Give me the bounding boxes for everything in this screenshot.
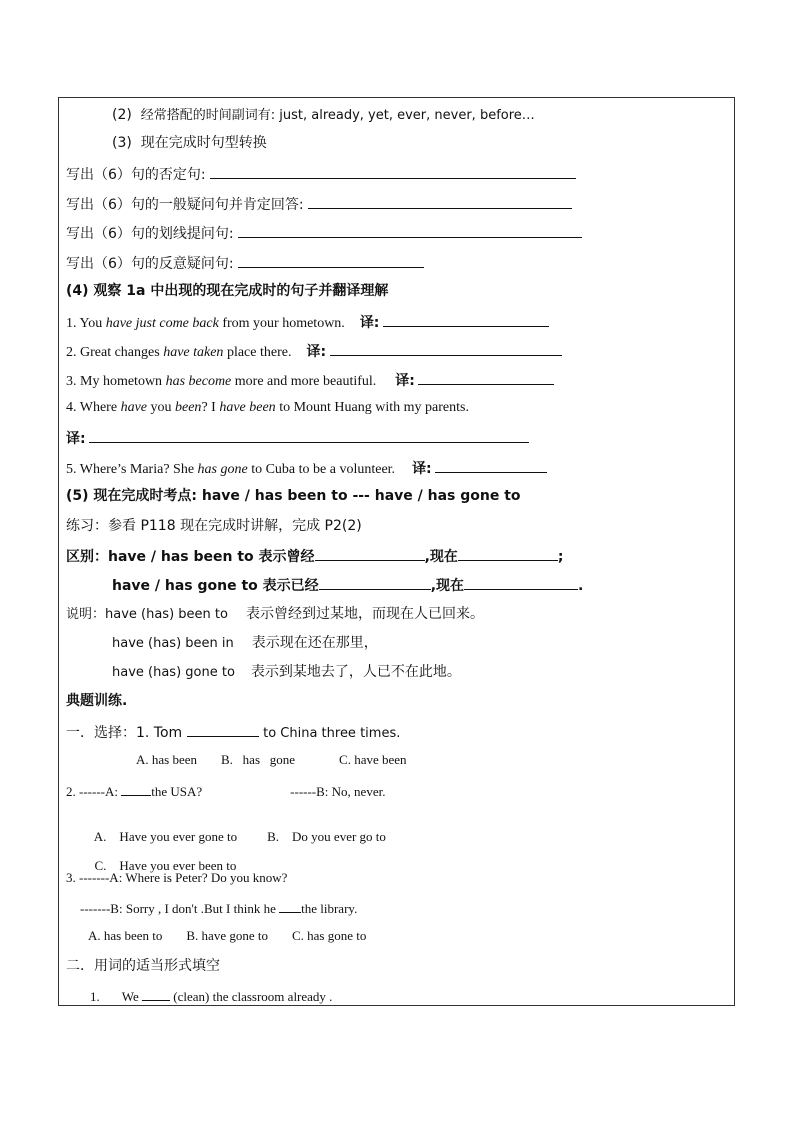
question-3-reply — [80, 898, 357, 918]
question-1 — [66, 722, 400, 743]
verb-phrase: has become — [165, 374, 232, 389]
option-c[interactable]: C. Have you ever been to — [94, 858, 237, 873]
translate-label: 译: — [412, 461, 432, 477]
prompt-label: 写出（6）句的反意疑问句: — [66, 256, 234, 272]
answer-blank[interactable] — [238, 223, 582, 238]
difference-text: 区别：have / has been to 表示曾经 — [66, 549, 315, 565]
answer-blank[interactable] — [238, 253, 424, 268]
answer-blank[interactable] — [319, 575, 431, 590]
fill-in-heading: 二．用词的适当形式填空 — [66, 958, 220, 974]
translate-label: 译: — [306, 344, 327, 360]
tag-question-row — [66, 253, 424, 273]
note-3 — [112, 134, 267, 152]
question-text: We — [121, 989, 139, 1004]
fill-in-question-1 — [90, 986, 332, 1006]
option-a[interactable]: A. has been — [136, 752, 198, 767]
note-text: 经常搭配的时间副词有: just, already, yet, ever, never, before… — [140, 108, 535, 123]
difference-text: have / has gone to 表示已经 — [112, 578, 319, 594]
sentence-3 — [66, 370, 554, 391]
answer-blank[interactable] — [210, 164, 576, 179]
option-b[interactable]: B. Do you ever go to — [267, 829, 386, 844]
translation-blank[interactable] — [418, 370, 554, 385]
answer-blank[interactable] — [315, 546, 425, 561]
option-b[interactable]: B. have gone to — [186, 928, 268, 943]
section-5-heading: (5) 现在完成时考点: have / has been to --- have / has gone to — [66, 488, 521, 504]
sentence-4 — [66, 399, 469, 417]
explanation-meaning: 表示现在还在那里， — [251, 635, 378, 651]
sentence-text: ? I — [201, 400, 220, 415]
section-4-heading: (4) 观察 1a 中出现的现在完成时的句子并翻译理解 — [66, 283, 389, 299]
translation-blank[interactable] — [435, 458, 547, 473]
sentence-text: you — [147, 400, 175, 415]
option-a[interactable]: A. has been to — [88, 928, 163, 943]
question-number: 1. — [90, 989, 100, 1004]
explanation-meaning: 表示到某地去了，人已不在此地。 — [250, 664, 461, 680]
sentence-5 — [66, 458, 547, 479]
practice-note: 练习：参看 P118 现在完成时讲解，完成 P2(2) — [66, 518, 362, 534]
difference-row-1 — [66, 546, 564, 566]
yes-no-question-row — [66, 194, 572, 214]
question-text: 2. ------A: — [66, 784, 118, 799]
translate-label: 译: — [395, 373, 415, 389]
answer-blank[interactable] — [308, 194, 572, 209]
sentence-text: to Mount Huang with my parents. — [275, 400, 469, 415]
question-text: the library. — [301, 901, 358, 916]
prompt-label: 写出（6）句的划线提问句: — [66, 226, 234, 242]
exercise-heading: 典题训练. — [66, 693, 128, 709]
difference-text: ; — [557, 549, 564, 565]
question-text: (clean) the classroom already . — [173, 989, 333, 1004]
answer-blank[interactable] — [142, 986, 170, 1001]
sentence-text: 2. Great changes — [66, 345, 164, 360]
note-text: 现在完成时句型转换 — [140, 135, 267, 151]
wh-question-row — [66, 223, 582, 243]
difference-text: ,现在 — [424, 549, 458, 565]
explanation-3 — [112, 663, 461, 682]
note-number: (3) — [112, 135, 132, 151]
question-2 — [66, 781, 385, 801]
explanation-1 — [66, 605, 484, 624]
verb-phrase: have just come back — [105, 316, 219, 331]
question-1-options — [136, 751, 407, 769]
translate-label: 译: — [359, 315, 380, 331]
prompt-label: 写出（6）句的一般疑问句并肯定回答: — [66, 197, 304, 213]
translation-blank[interactable] — [89, 428, 529, 443]
option-c[interactable]: C. has gone to — [291, 928, 367, 943]
explanation-phrase: 说明：have (has) been to — [66, 607, 228, 622]
sentence-text: 4. Where — [66, 400, 121, 415]
question-text: the USA? — [151, 784, 203, 799]
sentence-2 — [66, 341, 562, 362]
sentence-text: 5. Where’s Maria? She — [66, 462, 198, 477]
sentence-text: from your hometown. — [218, 316, 345, 331]
answer-blank[interactable] — [279, 898, 301, 913]
question-3-options — [88, 927, 366, 945]
question-text: 3. -------A: Where is Peter? Do you know? — [66, 870, 288, 885]
answer-blank[interactable] — [121, 781, 151, 796]
question-text: 一．选择：1. Tom — [66, 725, 183, 741]
sentence-1 — [66, 312, 549, 333]
sentence-text: to Cuba to be a volunteer. — [247, 462, 396, 477]
explanation-meaning: 表示曾经到过某地，而现在人已回来。 — [245, 606, 484, 622]
difference-row-2 — [112, 575, 583, 595]
question-text: ------B: No, never. — [290, 784, 386, 799]
translation-blank[interactable] — [383, 312, 549, 327]
note-2 — [112, 106, 535, 125]
verb-phrase: have — [120, 400, 147, 415]
sentence-text: more and more beautiful. — [231, 374, 377, 389]
verb-phrase: been — [175, 400, 202, 415]
question-text: to China three times. — [263, 726, 401, 741]
explanation-2 — [112, 634, 378, 653]
sentence-text: 1. You — [66, 316, 106, 331]
sentence-text: place there. — [223, 345, 292, 360]
translation-blank[interactable] — [330, 341, 562, 356]
answer-blank[interactable] — [458, 546, 558, 561]
option-b[interactable]: B. has gone — [221, 752, 296, 767]
difference-text: ,现在 — [430, 578, 465, 594]
question-3 — [66, 869, 287, 887]
explanation-phrase: have (has) gone to — [112, 665, 235, 680]
answer-blank[interactable] — [464, 575, 578, 590]
verb-phrase: have been — [219, 400, 276, 415]
note-number: (2) — [112, 107, 132, 123]
question-text: -------B: Sorry , I don't .But I think he — [80, 901, 276, 916]
option-c[interactable]: C. have been — [339, 752, 407, 767]
verb-phrase: have taken — [163, 345, 224, 360]
prompt-label: 写出（6）句的否定句: — [66, 167, 206, 183]
negative-sentence-row — [66, 164, 576, 184]
verb-phrase: has gone — [197, 462, 248, 477]
translate-label: 译: — [66, 431, 86, 447]
answer-blank[interactable] — [187, 722, 259, 737]
sentence-4-translation — [66, 428, 529, 449]
option-a[interactable]: A. Have you ever gone to — [93, 829, 238, 844]
difference-text: . — [578, 578, 584, 594]
explanation-phrase: have (has) been in — [112, 636, 234, 651]
sentence-text: 3. My hometown — [66, 374, 166, 389]
